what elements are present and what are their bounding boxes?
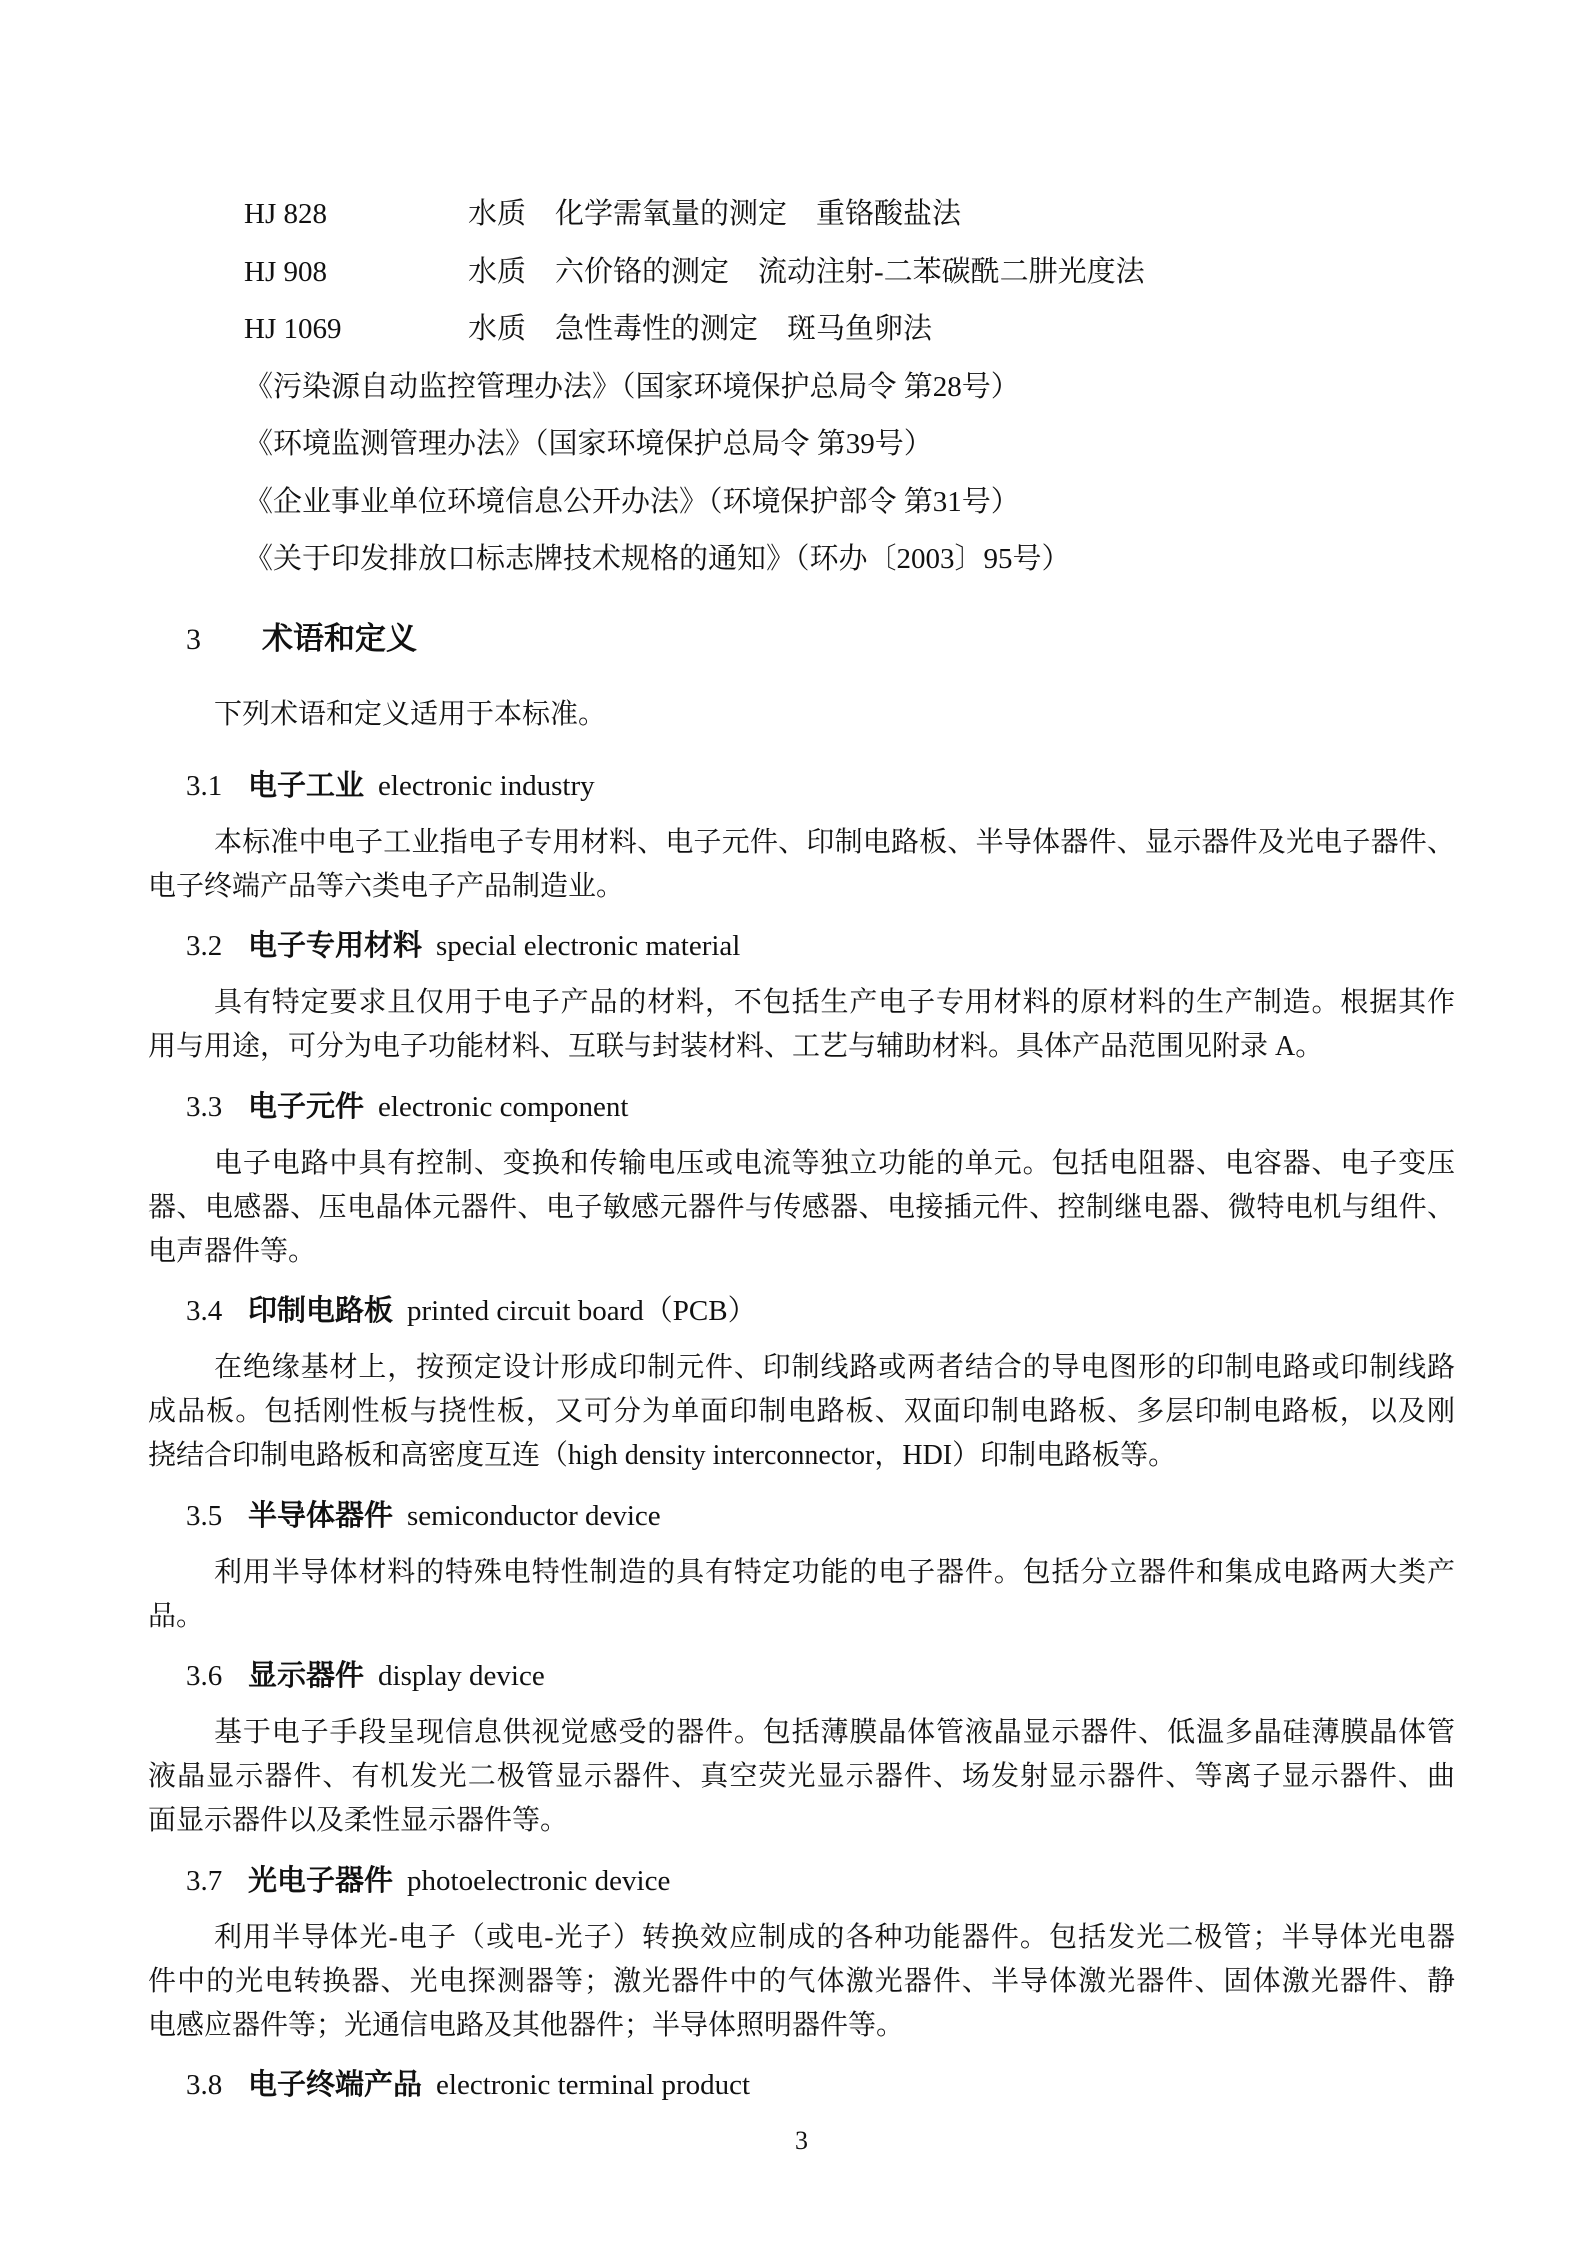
term-zh: 电子终端产品 [248,2069,423,2101]
definition-line: 面显示器件以及柔性显示器件等。 [148,1805,569,1836]
definition-line: 电感应器件等；光通信电路及其他器件；半导体照明器件等。 [148,2009,905,2041]
term-zh: 半导体器件 [248,1499,394,1532]
term-en: photoelectronic device [407,1864,671,1897]
term-heading-3-7 [186,1859,1455,1903]
definition-line: 用与用途，可分为电子功能材料、互联与封装材料、工艺与辅助材料。具体产品范围见附录 A。 [148,1031,1324,1062]
term-en: printed circuit board（PCB） [407,1295,757,1327]
term-definition-3-6 [148,1711,1455,1843]
term-heading-3-2 [186,924,1455,968]
section-title: 术语和定义 [262,620,417,656]
reference-title: 水质 六价铬的测定 流动注射-二苯碳酰二肼光度法 [468,255,1145,288]
term-definition-3-4 [148,1346,1455,1478]
definition-line: 成品板。包括刚性板与挠性板，又可分为单面印制电路板、双面印制电路板、多层印制电路板，以及刚 [148,1396,1455,1427]
term-en: electronic component [378,1090,629,1123]
reference-title: 水质 化学需氧量的测定 重铬酸盐法 [468,198,962,230]
terms-intro: 下列术语和定义适用于本标准。 [214,698,607,730]
term-number: 3.6 [186,1660,223,1692]
term-definition-3-7 [148,1916,1455,2048]
regulation-reference: 《污染源自动监控管理办法》（国家环境保护总局令 第28号） [244,370,1020,403]
definition-line: 电子终端产品等六类电子产品制造业。 [148,870,625,902]
term-zh: 电子工业 [248,769,365,802]
term-zh: 显示器件 [248,1660,365,1692]
reference-code: HJ 908 [244,255,327,288]
term-zh: 印制电路板 [248,1295,394,1327]
definition-line: 在绝缘基材上，按预定设计形成印制元件、印制线路或两者结合的导电图形的印制电路或印制线路 [214,1352,1455,1383]
definition-line: 具有特定要求且仅用于电子产品的材料，不包括生产电子专用材料的原材料的生产制造。根据其作 [214,987,1455,1018]
term-en: electronic industry [378,769,595,802]
term-number: 3.1 [186,769,223,802]
definition-line: 本标准中电子工业指电子专用材料、电子元件、印制电路板、半导体器件、显示器件及光电子器件、 [214,826,1455,858]
term-heading-3-6 [186,1654,1455,1698]
term-zh: 光电子器件 [248,1864,394,1897]
section-heading [186,617,1455,662]
term-heading-3-4 [186,1289,1455,1333]
term-number: 3.2 [186,930,223,962]
reference-title: 水质 急性毒性的测定 斑马鱼卵法 [468,313,933,345]
definition-line: 电子电路中具有控制、变换和传输电压或电流等独立功能的单元。包括电阻器、电容器、电子变压 [214,1147,1455,1179]
term-heading-3-3 [186,1085,1455,1129]
regulation-reference: 《环境监测管理办法》（国家环境保护总局令 第39号） [244,428,933,460]
section-number: 3 [186,622,201,656]
term-number: 3.5 [186,1499,223,1532]
term-number: 3.8 [186,2069,223,2101]
definition-line: 电声器件等。 [148,1235,317,1267]
definition-line: 液晶显示器件、有机发光二极管显示器件、真空荧光显示器件、场发射显示器件、等离子显示器件、曲 [148,1761,1455,1792]
term-definition-3-5 [148,1551,1455,1639]
term-en: special electronic material [436,930,741,962]
standard-reference-row [148,186,1455,244]
reference-code: HJ 828 [244,198,327,230]
term-en: semiconductor device [407,1499,661,1532]
standard-reference-row [148,301,1455,359]
definition-line: 器、电感器、压电晶体元器件、电子敏感元器件与传感器、电接插元件、控制继电器、微特电机与组件、 [148,1191,1455,1223]
term-en: display device [378,1660,545,1692]
term-en: electronic terminal product [436,2069,751,2101]
term-definition-3-1 [148,821,1455,909]
page-number: 3 [795,2126,808,2155]
term-number: 3.4 [186,1295,223,1327]
term-zh: 电子专用材料 [248,930,423,962]
term-number: 3.3 [186,1090,223,1123]
term-definition-3-3 [148,1142,1455,1274]
definition-line: 利用半导体光-电子（或电-光子）转换效应制成的各种功能器件。包括发光二极管；半导体光电器 [214,1921,1455,1953]
definition-line: 利用半导体材料的特殊电特性制造的具有特定功能的电子器件。包括分立器件和集成电路两大类产 [214,1556,1455,1588]
term-definition-3-2 [148,981,1455,1069]
regulation-reference: 《企业事业单位环境信息公开办法》（环境保护部令 第31号） [244,485,1020,518]
definition-line: 基于电子手段呈现信息供视觉感受的器件。包括薄膜晶体管液晶显示器件、低温多晶硅薄膜晶体管 [214,1717,1455,1748]
reference-list [148,186,1455,589]
term-number: 3.7 [186,1864,223,1897]
term-heading-3-1 [186,764,1455,808]
term-zh: 电子元件 [248,1090,365,1123]
definition-line: 件中的光电转换器、光电探测器等；激光器件中的气体激光器件、半导体激光器件、固体激光器件、静 [148,1965,1455,1997]
reference-code: HJ 1069 [244,313,342,345]
regulation-reference: 《关于印发排放口标志牌技术规格的通知》（环办〔2003〕95号） [244,543,1071,575]
standard-reference-row [148,244,1455,302]
definition-line: 品。 [148,1600,205,1632]
term-heading-3-5 [186,1494,1455,1538]
definition-line: 挠结合印制电路板和高密度互连（high density interconnector，HDI）印制电路板等。 [148,1440,1177,1471]
term-heading-3-8 [186,2063,1455,2107]
